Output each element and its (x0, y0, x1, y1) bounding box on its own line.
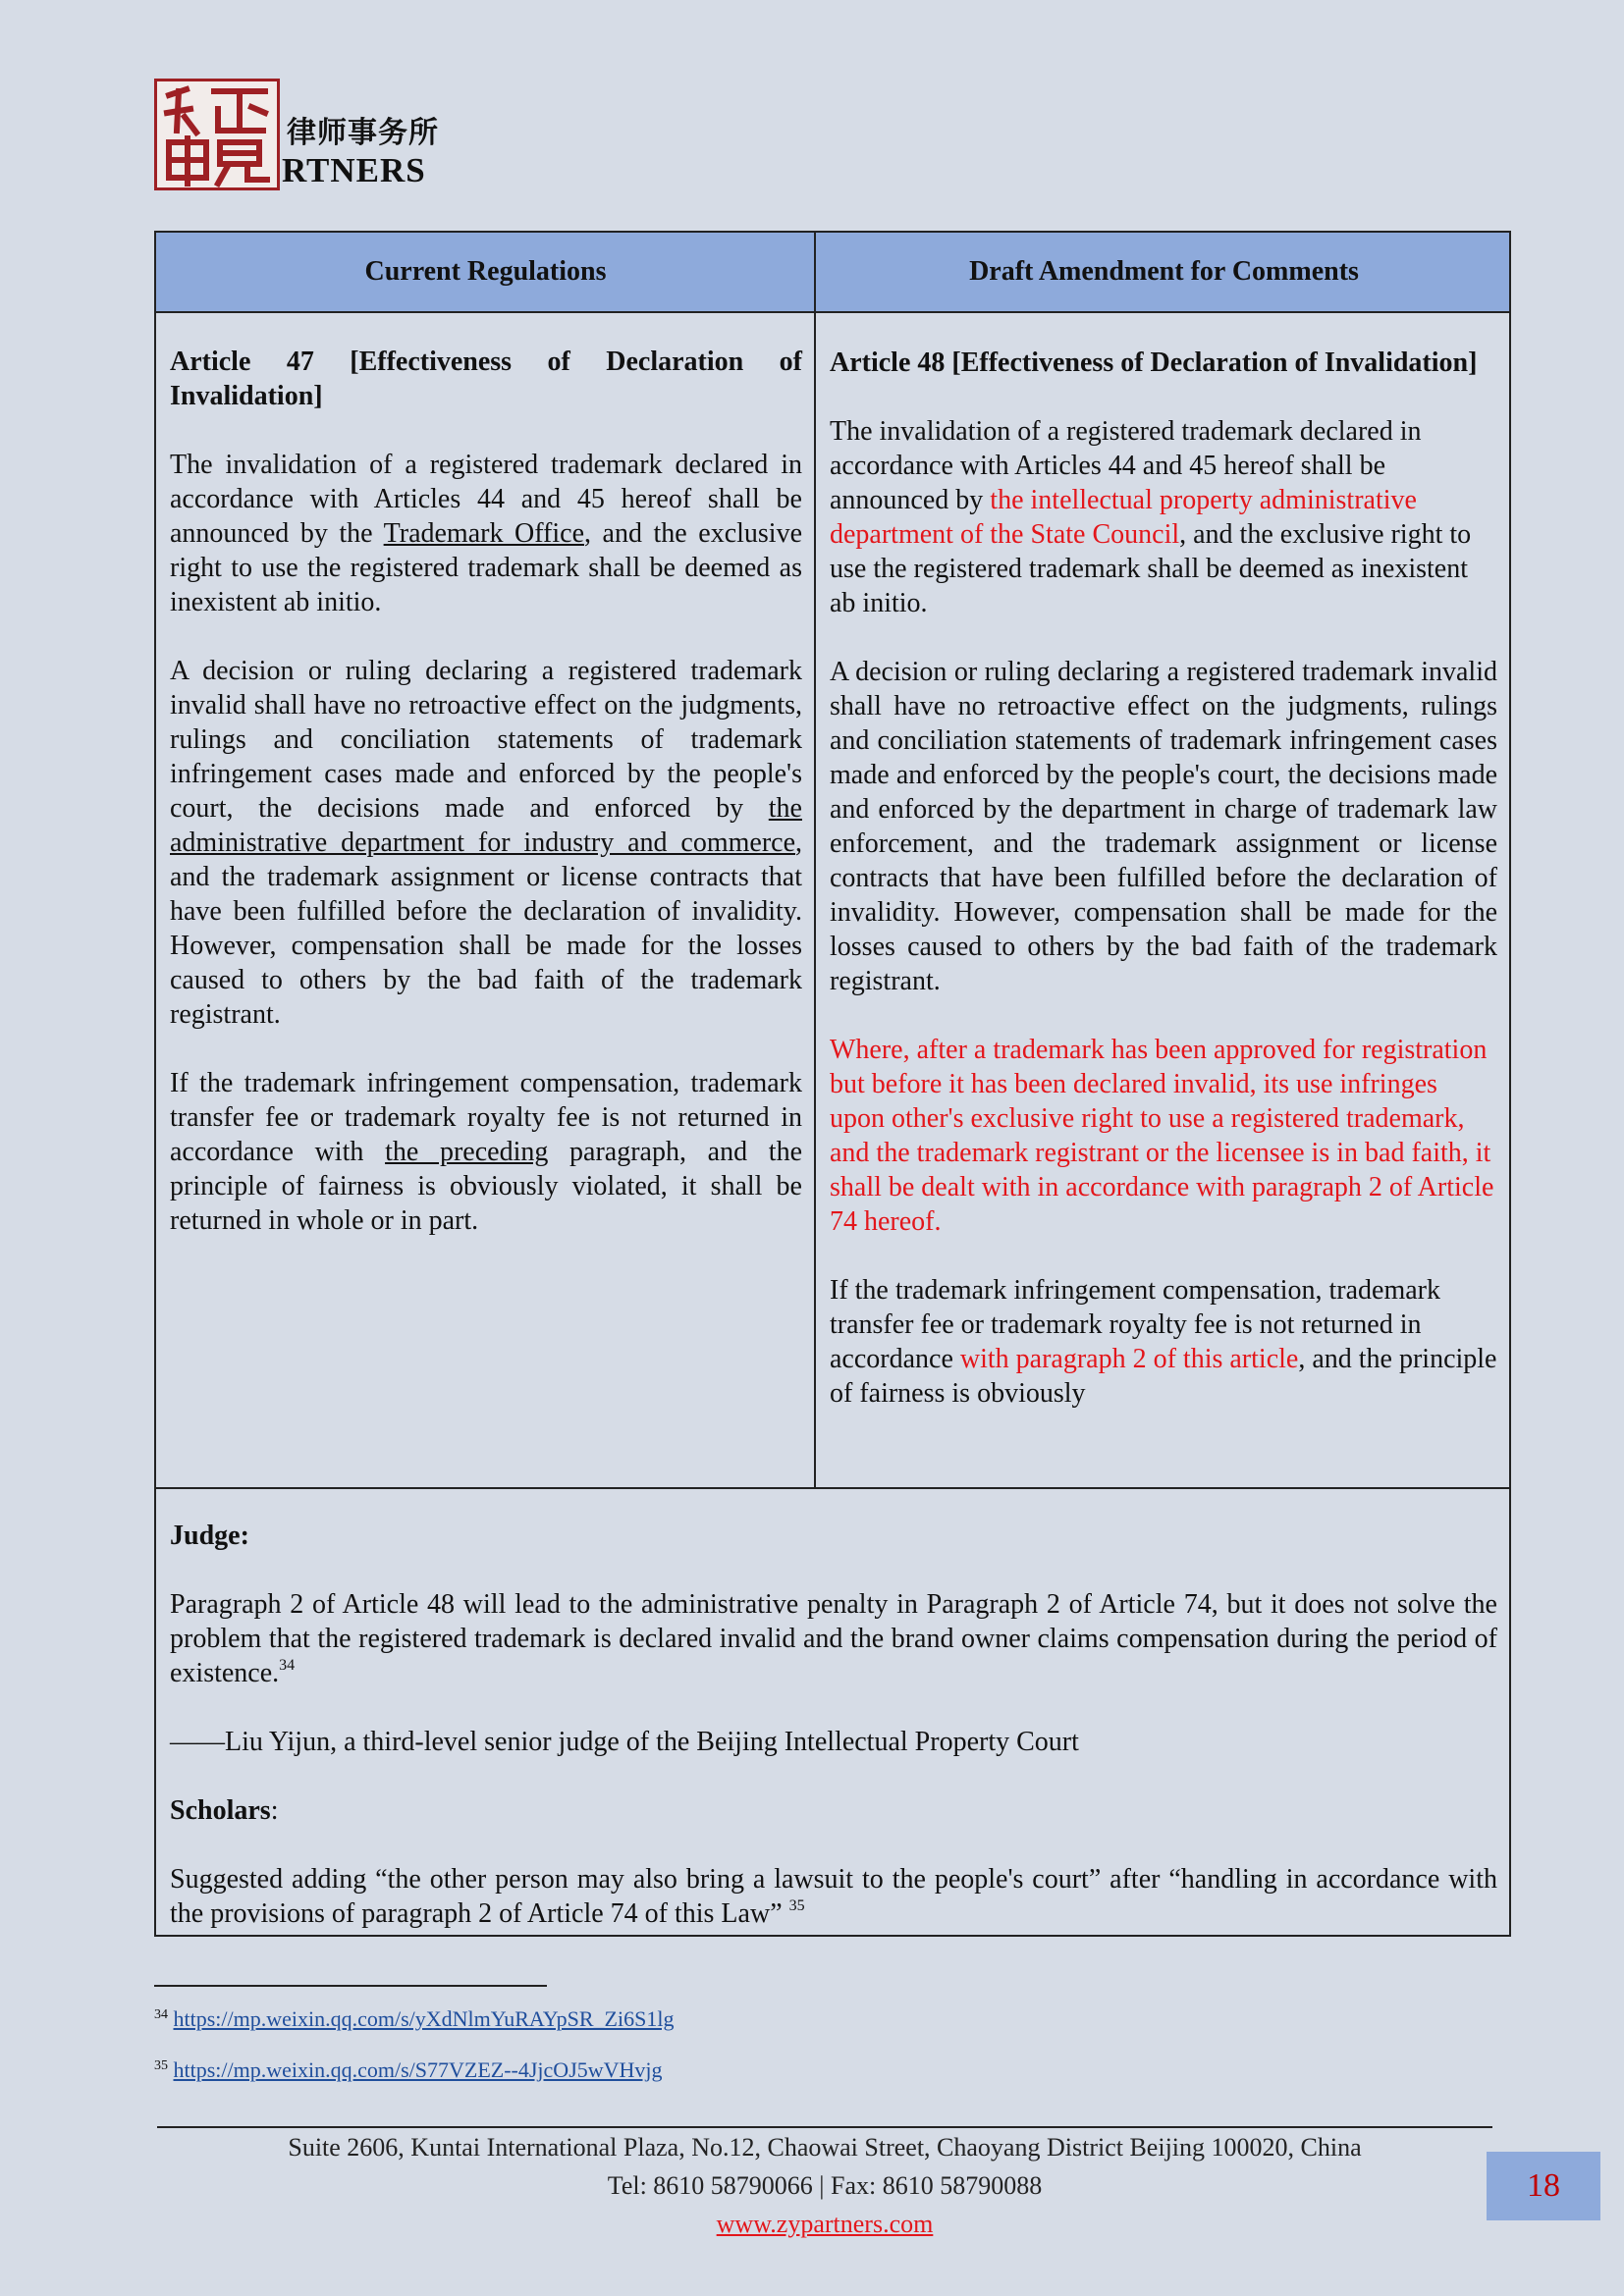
draft-amendment-cell (830, 346, 1497, 1411)
footnote-35: $^{35}$ https://mp.weixin.qq.com/s/S77VZEZ--4JjcOJ5wVHvjg (154, 2057, 663, 2082)
judge-label: Judge: (170, 1521, 249, 1551)
table-header-row (156, 233, 1509, 313)
footnote-34: $^{34}$ https://mp.weixin.qq.com/s/yXdNlmYuRAYpSR_Zi6S1lg (154, 2006, 675, 2031)
right-paragraph-2: A decision or ruling declaring a registered trademark invalid shall have no retroactive effect on the judgments, rulings and conciliation statements of trademark infringement cases made and enforced by the people's court, the decisions made and enforced by the department in charge of trademark law enforcement, and the trademark assignment or license contracts that have been fulfilled before the declaration of invalidity. However, compensation shall be made for the losses caused to others by the bad faith of the trademark registrant. (830, 657, 1497, 996)
website-link[interactable]: www.zypartners.com (716, 2210, 934, 2238)
right-paragraph-3-new: Where, after a trademark has been approved for registration but before it has been declared invalid, its use infringes upon other's exclusive right to use a registered trademark, and the trademark registrant or the licensee is in bad faith, it shall be dealt with in accordance with paragraph 2 of Article 74 hereof. (830, 1035, 1494, 1237)
left-paragraph-2: A decision or ruling declaring a registered trademark invalid shall have no retroactive effect on the judgments, rulings and conciliation statements of trademark infringement cases made and enforced by the people's court, the decisions made and enforced by the administrative department for industry and commerce, and the trademark assignment or license contracts that have been fulfilled before the declaration of invalidity. However, compensation shall be made for the losses caused to others by the bad faith of the trademark registrant. (170, 656, 802, 1030)
left-paragraph-1: The invalidation of a registered trademark declared in accordance with Articles 44 and 45 hereof shall be announced by the Trademark Office, and the exclusive right to use the registered trademark shall be deemed as inexistent ab initio. (170, 450, 803, 617)
comparison-table (154, 231, 1511, 1937)
left-paragraph-3: If the trademark infringement compensation, trademark transfer fee or trademark royalty fee is not returned in accordance with the preceding paragraph, and the principle of fairness is obviously violated, it shall be returned in whole or in part. (170, 1068, 803, 1236)
footer-rule (157, 2126, 1492, 2128)
column-divider (814, 233, 816, 1489)
right-paragraph-1: The invalidation of a registered trademark declared in accordance with Articles 44 and 45 hereof shall be announced by the intellectual property administrative department of the State Council, and the exclusive right to use the registered trademark shall be deemed as inexistent ab initio. (830, 416, 1472, 618)
article-47-heading: Article 47 [Effectiveness of Declaration of Invalidation] (170, 347, 802, 411)
seal-logo-icon (154, 79, 280, 190)
footnote-separator (154, 1985, 547, 1987)
page-number: 18 (1487, 2152, 1600, 2220)
footer-address: Suite 2606, Kuntai International Plaza, No.12, Chaowai Street, Chaoyang District Beijing 100020, China (288, 2133, 1362, 2162)
commentary-cell (170, 1519, 1497, 1965)
column-header-draft: Draft Amendment for Comments (969, 256, 1359, 287)
article-48-heading: Article 48 [Effectiveness of Declaration of Invalidation] (830, 347, 1478, 378)
scholars-comment: Suggested adding “the other person may also bring a lawsuit to the people's court” after “handling in accordance with the provisions of paragraph 2 of Article 74 of this Law” $^{35}$ (170, 1864, 1497, 1929)
judge-comment: Paragraph 2 of Article 48 will lead to the administrative penalty in Paragraph 2 of Article 74, but it does not solve the problem that the registered trademark is declared invalid and the brand owner claims compensation during the period of existence.$^{34}$ (170, 1589, 1497, 1688)
firm-name-chinese: 律师事务所 (287, 116, 439, 150)
scholars-label: Scholars: (170, 1795, 279, 1826)
right-paragraph-4: If the trademark infringement compensation, trademark transfer fee or trademark royalty fee is not returned in accordance with paragraph 2 of this article, and the principle of fairness is obviously (830, 1275, 1497, 1409)
footnote-ref-34: 34 (279, 1657, 296, 1674)
current-regulations-cell (170, 345, 802, 1238)
footnote-35-link[interactable]: https://mp.weixin.qq.com/s/S77VZEZ--4JjcOJ5wVHvjg (173, 2057, 663, 2082)
firm-logo (154, 79, 478, 196)
row-divider (156, 1487, 1509, 1489)
firm-name-english: RTNERS (282, 151, 426, 189)
footer-website (157, 2210, 1492, 2239)
footnote-ref-35: 35 (788, 1897, 805, 1914)
amendment-highlight: the intellectual property administrative department of the State Council (830, 485, 1417, 550)
judge-attribution: ——Liu Yijun, a third-level senior judge of the Beijing Intellectual Property Court (170, 1727, 1079, 1757)
amendment-highlight: with paragraph 2 of this article (959, 1344, 1299, 1374)
footer-contact: Tel: 8610 58790066 | Fax: 8610 58790088 (607, 2171, 1043, 2200)
column-header-current: Current Regulations (364, 256, 607, 287)
footnote-34-link[interactable]: https://mp.weixin.qq.com/s/yXdNlmYuRAYpSR_Zi6S1lg (173, 2006, 675, 2031)
